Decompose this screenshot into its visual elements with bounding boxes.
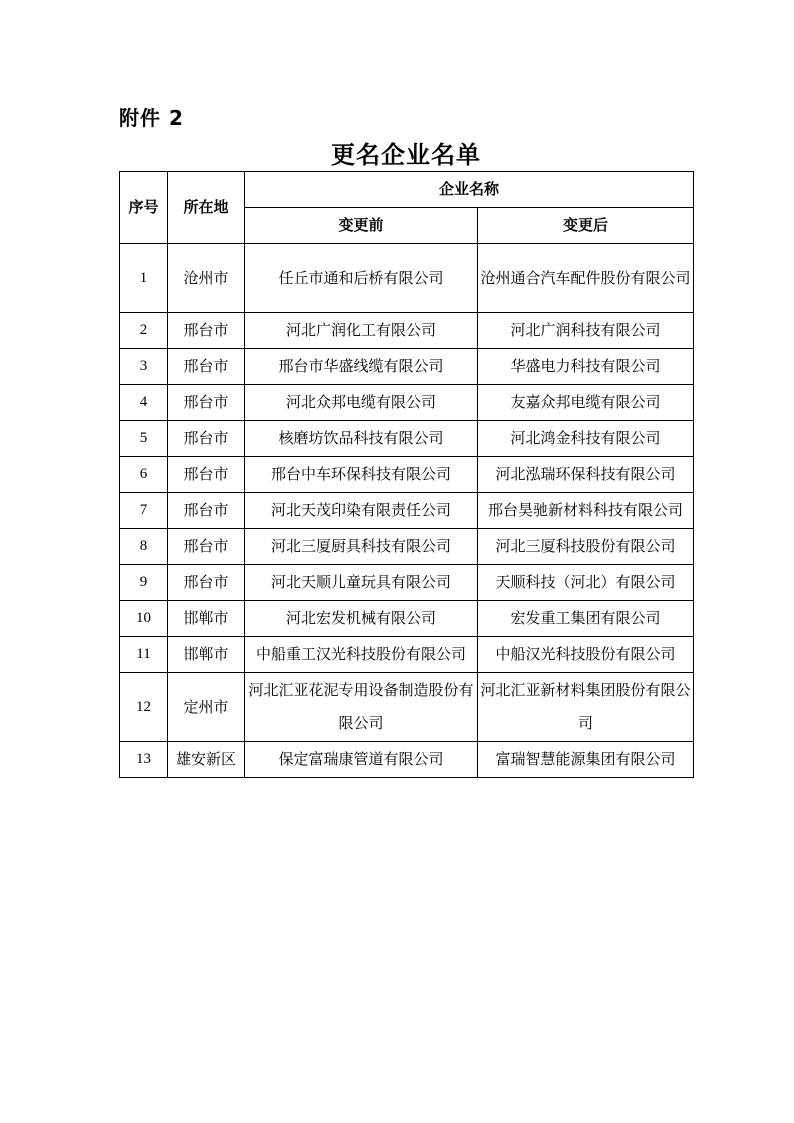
row-location: 邢台市 — [168, 457, 245, 493]
row-location: 邢台市 — [168, 529, 245, 565]
row-name-before: 河北宏发机械有限公司 — [245, 601, 478, 637]
row-name-after: 河北广润科技有限公司 — [478, 313, 694, 349]
row-name-after: 中船汉光科技股份有限公司 — [478, 637, 694, 673]
row-name-before: 河北广润化工有限公司 — [245, 313, 478, 349]
row-seq: 10 — [120, 601, 168, 637]
attachment-label: 附件 2 — [119, 106, 184, 130]
table-row — [120, 244, 694, 313]
row-name-before: 保定富瑞康管道有限公司 — [245, 742, 478, 778]
row-name-before: 河北天茂印染有限责任公司 — [245, 493, 478, 529]
row-location: 沧州市 — [168, 244, 245, 313]
row-seq: 13 — [120, 742, 168, 778]
table-row — [120, 349, 694, 385]
row-location: 邢台市 — [168, 313, 245, 349]
row-name-before: 河北汇亚花泥专用设备制造股份有限公司 — [245, 673, 478, 742]
row-name-after: 友嘉众邦电缆有限公司 — [478, 385, 694, 421]
row-seq: 1 — [120, 244, 168, 313]
row-name-after: 河北鸿金科技有限公司 — [478, 421, 694, 457]
row-name-before: 邢台中车环保科技有限公司 — [245, 457, 478, 493]
row-name-after: 邢台昊驰新材料科技有限公司 — [478, 493, 694, 529]
row-name-after: 河北泓瑞环保科技有限公司 — [478, 457, 694, 493]
row-location: 邯郸市 — [168, 637, 245, 673]
row-seq: 12 — [120, 673, 168, 742]
table-row — [120, 742, 694, 778]
table-row — [120, 385, 694, 421]
table-row — [120, 421, 694, 457]
row-name-after: 河北三厦科技股份有限公司 — [478, 529, 694, 565]
header-company-name: 企业名称 — [245, 172, 694, 208]
table-row — [120, 637, 694, 673]
row-name-after: 富瑞智慧能源集团有限公司 — [478, 742, 694, 778]
row-location: 定州市 — [168, 673, 245, 742]
page-title: 更名企业名单 — [331, 141, 481, 169]
row-seq: 11 — [120, 637, 168, 673]
table-row — [120, 457, 694, 493]
row-name-after: 沧州通合汽车配件股份有限公司 — [478, 244, 694, 313]
row-name-after: 宏发重工集团有限公司 — [478, 601, 694, 637]
row-seq: 3 — [120, 349, 168, 385]
row-location: 邢台市 — [168, 421, 245, 457]
row-seq: 8 — [120, 529, 168, 565]
row-name-before: 河北三厦厨具科技有限公司 — [245, 529, 478, 565]
header-before: 变更前 — [245, 208, 478, 244]
row-name-after: 华盛电力科技有限公司 — [478, 349, 694, 385]
table-row — [120, 493, 694, 529]
header-after: 变更后 — [478, 208, 694, 244]
table-row — [120, 673, 694, 742]
row-name-before: 任丘市通和后桥有限公司 — [245, 244, 478, 313]
row-name-before: 邢台市华盛线缆有限公司 — [245, 349, 478, 385]
row-location: 邯郸市 — [168, 601, 245, 637]
row-location: 雄安新区 — [168, 742, 245, 778]
row-seq: 9 — [120, 565, 168, 601]
row-seq: 7 — [120, 493, 168, 529]
row-name-after: 天顺科技（河北）有限公司 — [478, 565, 694, 601]
row-location: 邢台市 — [168, 349, 245, 385]
table-row — [120, 601, 694, 637]
table-row — [120, 565, 694, 601]
table-row — [120, 313, 694, 349]
row-location: 邢台市 — [168, 493, 245, 529]
row-location: 邢台市 — [168, 385, 245, 421]
row-name-before: 河北天顺儿童玩具有限公司 — [245, 565, 478, 601]
company-rename-table — [119, 171, 694, 778]
row-seq: 5 — [120, 421, 168, 457]
table-row — [120, 529, 694, 565]
header-location: 所在地 — [168, 172, 245, 244]
row-name-before: 中船重工汉光科技股份有限公司 — [245, 637, 478, 673]
row-name-before: 河北众邦电缆有限公司 — [245, 385, 478, 421]
row-name-after: 河北汇亚新材料集团股份有限公司 — [478, 673, 694, 742]
table-header-row — [120, 172, 694, 208]
row-location: 邢台市 — [168, 565, 245, 601]
row-name-before: 核磨坊饮品科技有限公司 — [245, 421, 478, 457]
row-seq: 4 — [120, 385, 168, 421]
row-seq: 2 — [120, 313, 168, 349]
row-seq: 6 — [120, 457, 168, 493]
header-seq: 序号 — [120, 172, 168, 244]
